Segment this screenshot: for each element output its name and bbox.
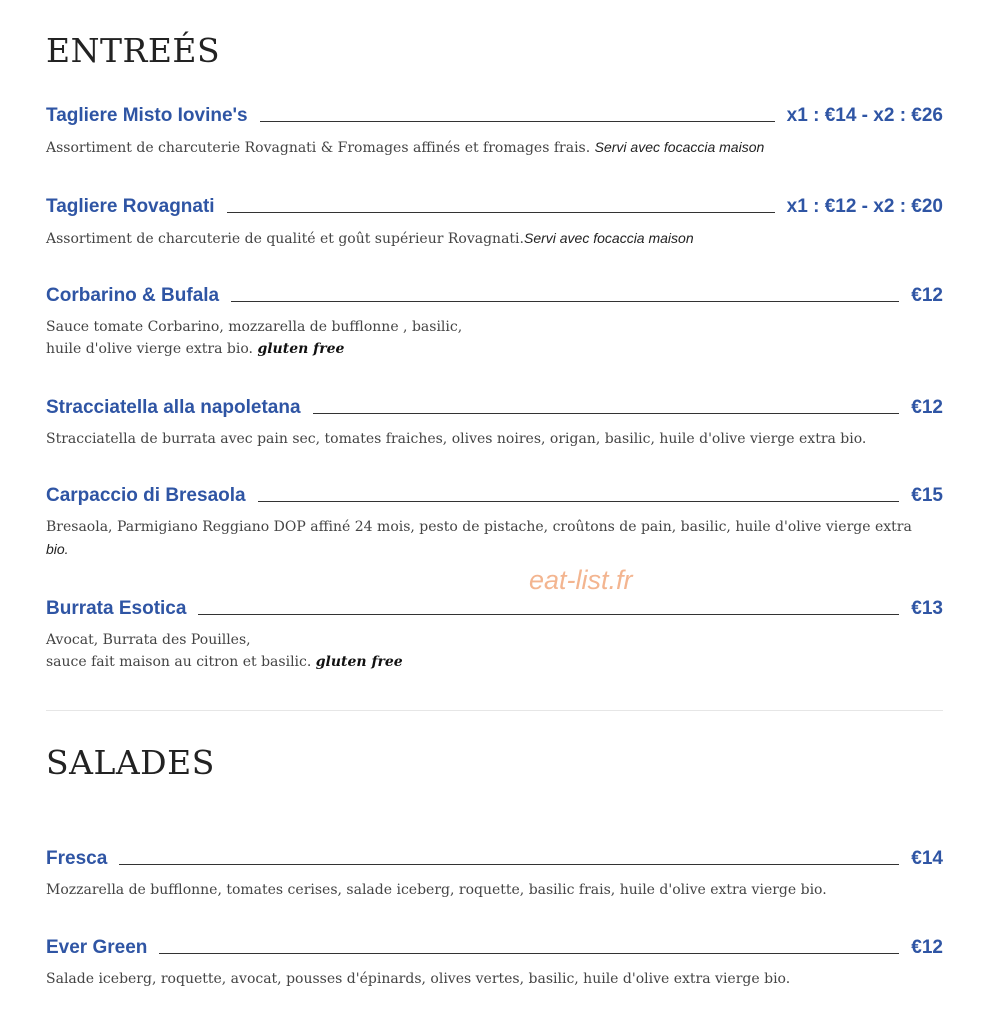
item-description [46,968,943,990]
gluten-free-tag: gluten free [257,341,345,357]
item-description [46,879,943,901]
description-line: Mozzarella de bufflonne, tomates cerises, salade iceberg, roquette, basilic frais, huile d'olive extra vierge bio. [46,882,827,898]
item-name: Tagliere Rovagnati [46,196,215,217]
description-line: Assortiment de charcuterie de qualité et goût supérieur Rovagnati. [46,231,524,247]
item-price: €12 [911,397,943,418]
description-note: Servi avec focaccia maison [594,139,765,155]
item-description [46,629,943,673]
item-name: Stracciatella alla napoletana [46,397,301,418]
menu-item [46,595,943,673]
menu-item [46,482,943,561]
menu-item [46,282,943,360]
dotted-leader [119,863,899,865]
item-price: €12 [911,285,943,306]
section-title-salades: SALADES [46,743,215,782]
description-line: Stracciatella de burrata avec pain sec, tomates fraiches, olives noires, origan, basilic, huile d'olive vierge extra bio. [46,431,867,447]
dotted-leader [313,412,900,414]
menu-item [46,934,943,990]
item-name: Corbarino & Bufala [46,285,220,306]
item-name: Ever Green [46,937,148,958]
item-name: Burrata Esotica [46,598,187,619]
dotted-leader [159,952,899,954]
dotted-leader [198,613,899,615]
menu-item [46,193,943,250]
item-description [46,316,943,360]
description-line: Sauce tomate Corbarino, mozzarella de bufflonne , basilic, [46,319,463,335]
item-price: €14 [911,848,943,869]
menu-item [46,845,943,901]
item-price: x1 : €14 - x2 : €26 [786,105,943,126]
dotted-leader [231,300,899,302]
item-name: Carpaccio di Bresaola [46,485,246,506]
dotted-leader [227,211,775,213]
description-line: huile d'olive vierge extra bio. [46,341,258,357]
section-divider [46,710,943,711]
description-note: Servi avec focaccia maison [523,230,694,246]
dotted-leader [258,500,900,502]
item-price: x1 : €12 - x2 : €20 [786,196,943,217]
item-price: €12 [911,937,943,958]
description-line: Salade iceberg, roquette, avocat, pousses d'épinards, olives vertes, basilic, huile d'olive extra vierge bio. [46,971,791,987]
item-price: €13 [911,598,943,619]
item-name: Fresca [46,848,108,869]
item-description [46,516,943,561]
item-price: €15 [911,485,943,506]
item-name: Tagliere Misto Iovine's [46,105,248,126]
dotted-leader [260,120,775,122]
menu-item [46,394,943,450]
description-line: sauce fait maison au citron et basilic. [46,654,316,670]
watermark: eat-list.fr [529,565,633,595]
menu-item [46,102,943,159]
description-line: Assortiment de charcuterie Rovagnati & Fromages affinés et fromages frais. [46,140,595,156]
item-description [46,428,943,450]
description-line: Avocat, Burrata des Pouilles, [46,632,251,648]
item-description [46,136,943,159]
section-title-entrees: ENTREÉS [46,31,221,70]
item-description [46,227,943,250]
description-note: bio. [46,541,69,557]
description-line: Bresaola, Parmigiano Reggiano DOP affiné 24 mois, pesto de pistache, croûtons de pain, basilic, huile d'olive vierge extra [46,519,912,535]
gluten-free-tag: gluten free [315,654,403,670]
